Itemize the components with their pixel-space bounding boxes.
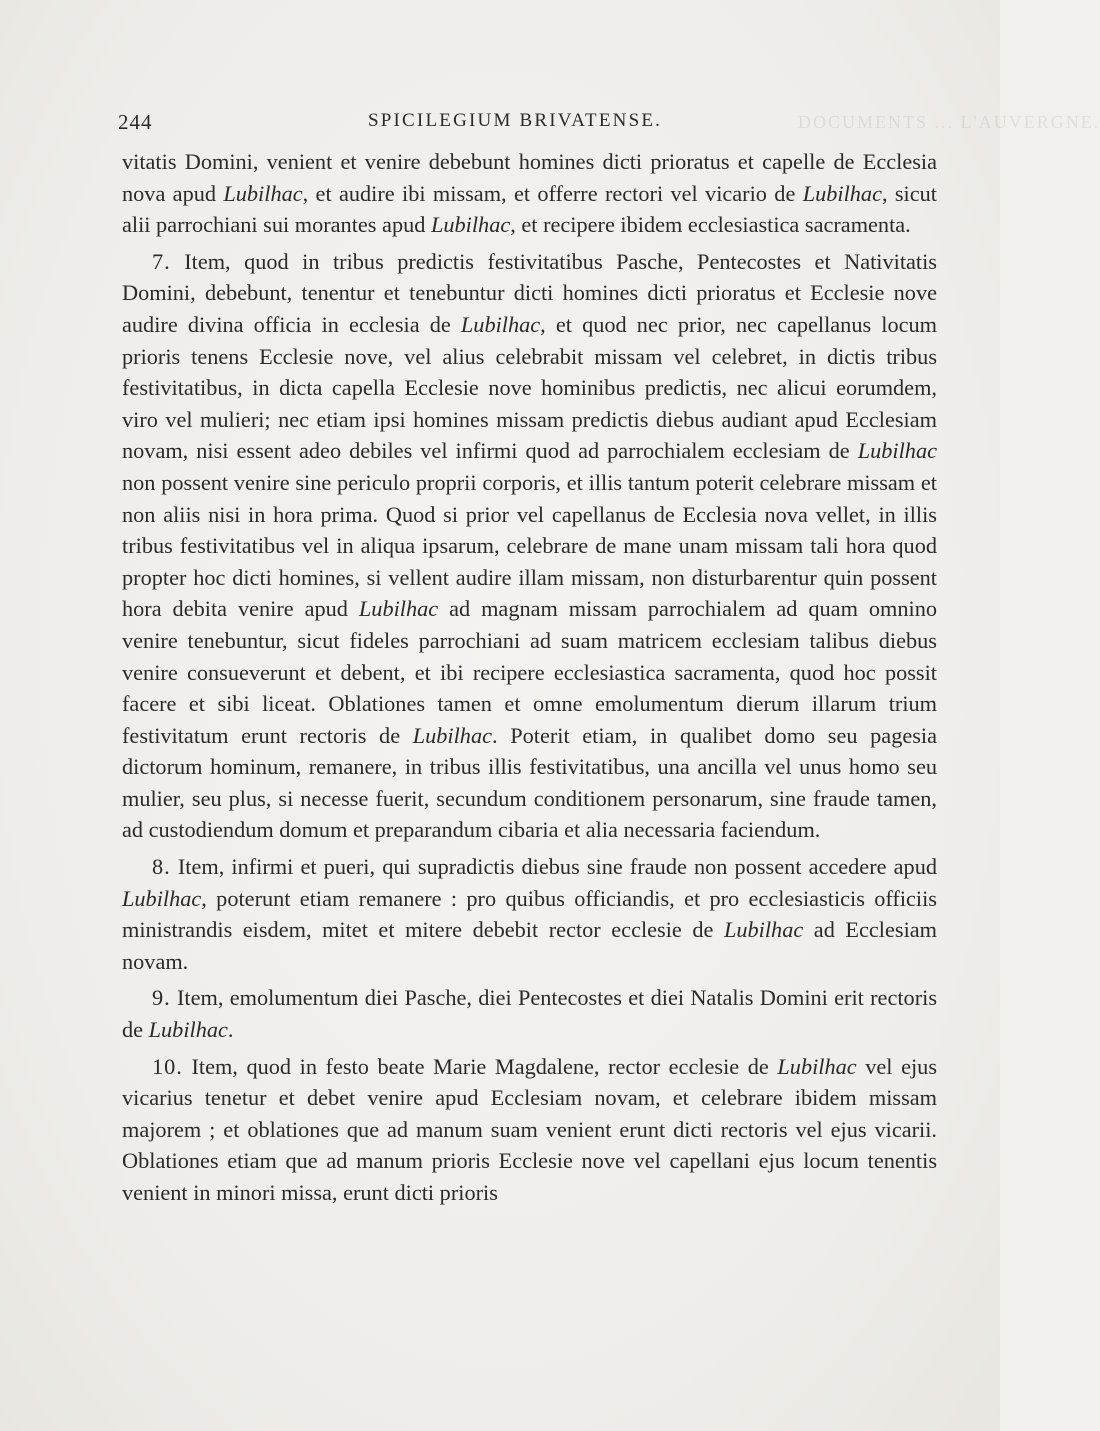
place-name: Lubilhac bbox=[723, 917, 804, 943]
text-run: Item, infirmi et pueri, qui supradictis diebus sine fraude non possent accedere apud bbox=[170, 854, 937, 880]
place-name: Lubilhac bbox=[430, 212, 511, 238]
text-run: . Poterit etiam, in qualibet domo seu pagesia dictorum hominum, remanere, in tribus illis festivitatibus, una ancilla vel unus homo seu mulier, seu plus, si necesse fuerit, secundum conditionem personarum, sine fraude tamen, ad custodiendum domum et preparandum cibaria et alia necessaria faciendum. bbox=[122, 722, 938, 843]
paragraph-p7 bbox=[122, 246, 937, 846]
text-run: ad magnam missam parrochialem ad quam omnino venire tenebuntur, sicut fideles parrochiani ad suam matricem ecclesiam talibus diebus venire consueverunt et debent, et ibi recipere ecclesiastica sacramenta, quod hoc possit facere et sibi liceat. Oblationes tamen et omne emolumentum dierum illarum trium festivitatum erunt rectoris de bbox=[122, 596, 937, 748]
paragraph-number: 9. bbox=[152, 985, 171, 1011]
place-name: Lubilhac bbox=[412, 722, 492, 748]
text-run: Item, emolumentum diei Pasche, diei Pentecostes et diei Natalis Domini erit rectoris de bbox=[122, 985, 937, 1043]
place-name: Lubilhac bbox=[148, 1017, 228, 1043]
paragraph-number: 8. bbox=[152, 854, 171, 880]
paragraph-number: 7. bbox=[152, 248, 171, 274]
running-title: SPICILEGIUM BRIVATENSE. bbox=[368, 110, 663, 131]
place-name: Lubilhac bbox=[122, 885, 202, 911]
text-run: vel ejus vicarius tenetur et debet venire apud Ecclesiam novam, et celebrare ibidem missam majorem ; et oblationes que ad manum suam venient erunt dicti rectoris vel ejus vicarii. Oblationes etiam que ad manum prioris Ecclesie nove vel capellani ejus locum tenentis venient in minori missa, erunt dicti prioris bbox=[122, 1053, 937, 1205]
paragraph-p8 bbox=[122, 851, 937, 977]
page-number: 244 bbox=[118, 110, 153, 134]
place-name: Lubilhac bbox=[802, 180, 882, 206]
place-name: Lubilhac bbox=[358, 596, 439, 622]
paragraph-p9 bbox=[122, 982, 937, 1045]
text-run: Item, quod in festo beate Marie Magdalene, rector ecclesie de bbox=[182, 1053, 778, 1079]
text-run: Item, quod in tribus predictis festivitatibus Pasche, Pentecostes et Nativitatis Domini, debebunt, tenentur et tenebuntur dicti homines dicti prioratus et Ecclesie nove audire divina officia in ecclesia de bbox=[122, 248, 937, 337]
text-run: vitatis Domini, venient et venire debebunt homines dicti prioratus et capelle de Ecclesia nova apud bbox=[122, 149, 937, 206]
page-header bbox=[118, 110, 1100, 140]
text-run: , et quod nec prior, nec capellanus locum prioris tenens Ecclesie nove, vel alius celebrabit missam vel celebret, in dictis tribus festivitatibus, in dicta capella Ecclesie nove hominibus predictis, nec alicui eorumdem, viro vel mulieri; nec etiam ipsi homines missam predictis diebus audiant apud Ecclesiam novam, nisi essent adeo debiles vel infirmi quod ad parrochialem ecclesiam de bbox=[122, 311, 938, 464]
text-run: non possent venire sine periculo proprii corporis, et illis tantum poterit celebrare missam et non aliis nisi in hora prima. Quod si prior vel capellanus de Ecclesia nova vellet, in illis tribus festivitatibus vel in aliqua ipsarum, celebrare de mane unam missam tali hora quod propter hoc dicti homines, si vellent audire illam missam, non disturbarentur quin possent hora debita venire apud bbox=[122, 469, 937, 622]
text-run: . bbox=[227, 1017, 234, 1043]
place-name: Lubilhac bbox=[223, 180, 303, 206]
text-run: , et audire ibi missam, et offerre rectori vel vicario de bbox=[302, 180, 803, 206]
place-name: Lubilhac bbox=[460, 311, 541, 337]
show-through-text: DOCUMENTS ... L'AUVERGNE. bbox=[798, 112, 1100, 132]
text-run: , et recipere ibidem ecclesiastica sacramenta. bbox=[510, 212, 911, 238]
text-run: , poterunt etiam remanere : pro quibus officiandis, et pro ecclesiasticis officiis ministrandis eisdem, mitet et mitere debebit rector ecclesie de bbox=[122, 885, 937, 943]
paragraph-number: 10. bbox=[152, 1053, 183, 1079]
place-name: Lubilhac bbox=[857, 438, 937, 464]
text-run: ad Ecclesiam novam. bbox=[122, 917, 938, 974]
place-name: Lubilhac bbox=[777, 1053, 857, 1079]
paragraph-p10 bbox=[122, 1051, 937, 1209]
page-body bbox=[122, 146, 937, 1209]
text-run: , sicut alii parrochiani sui morantes apud bbox=[122, 180, 937, 238]
paragraph-cont bbox=[122, 146, 937, 241]
